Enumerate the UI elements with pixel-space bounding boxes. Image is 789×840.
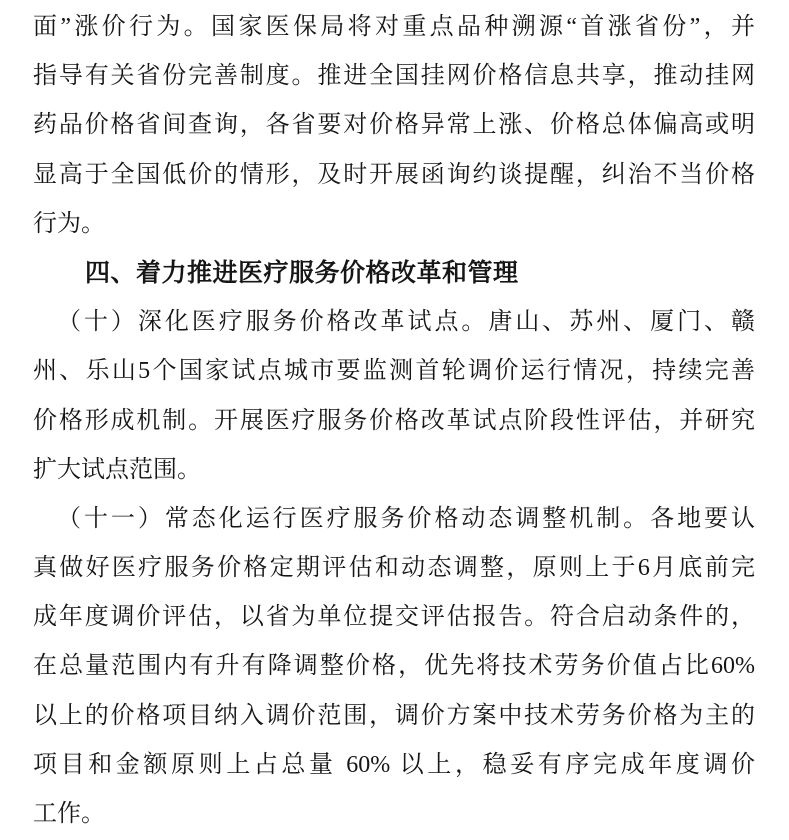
text-line: 真做好医疗服务价格定期评估和动态调整，原则上于6月底前完 [33,555,755,582]
text-line: 在总量范围内有升有降调整价格，优先将技术劳务价值占比60% [33,653,755,680]
section-heading: 四、着力推进医疗服务价格改革和管理 [85,258,519,287]
paragraph-item-10 [33,298,755,495]
text-line: 工作。 [33,801,105,827]
text-line: 项目和金额原则上占总量 60% 以上，稳妥有序完成年度调价 [33,751,755,778]
text-line: 扩大试点范围。 [33,456,201,483]
section-four [33,249,755,298]
text-line: 州、乐山5个国家试点城市要监测首轮调价运行情况，持续完善 [33,358,755,385]
text-line: 药品价格省间查询，各省要对价格异常上涨、价格总体偏高或明 [33,112,755,139]
text-line: （十一）常态化运行医疗服务价格动态调整机制。各地要认 [57,505,755,532]
text-line: 成年度调价评估，以省为单位提交评估报告。符合启动条件的， [33,604,755,631]
text-line: 行为。 [33,210,105,237]
text-line: 价格形成机制。开展医疗服务价格改革试点阶段性评估，并研究 [33,407,755,434]
paragraph-continuation [33,3,755,249]
text-line: 显高于全国低价的情形，及时开展函询约谈提醒，纠治不当价格 [33,161,755,188]
text-line: 面”涨价行为。国家医保局将对重点品种溯源“首涨省份”，并 [33,14,755,40]
text-line: 以上的价格项目纳入调价范围，调价方案中技术劳务价格为主的 [33,702,755,729]
text-line: （十）深化医疗服务价格改革试点。唐山、苏州、厦门、赣 [57,309,755,336]
text-line: 指导有关省份完善制度。推进全国挂网价格信息共享，推动挂网 [33,63,755,90]
paragraph-item-11 [33,495,755,839]
